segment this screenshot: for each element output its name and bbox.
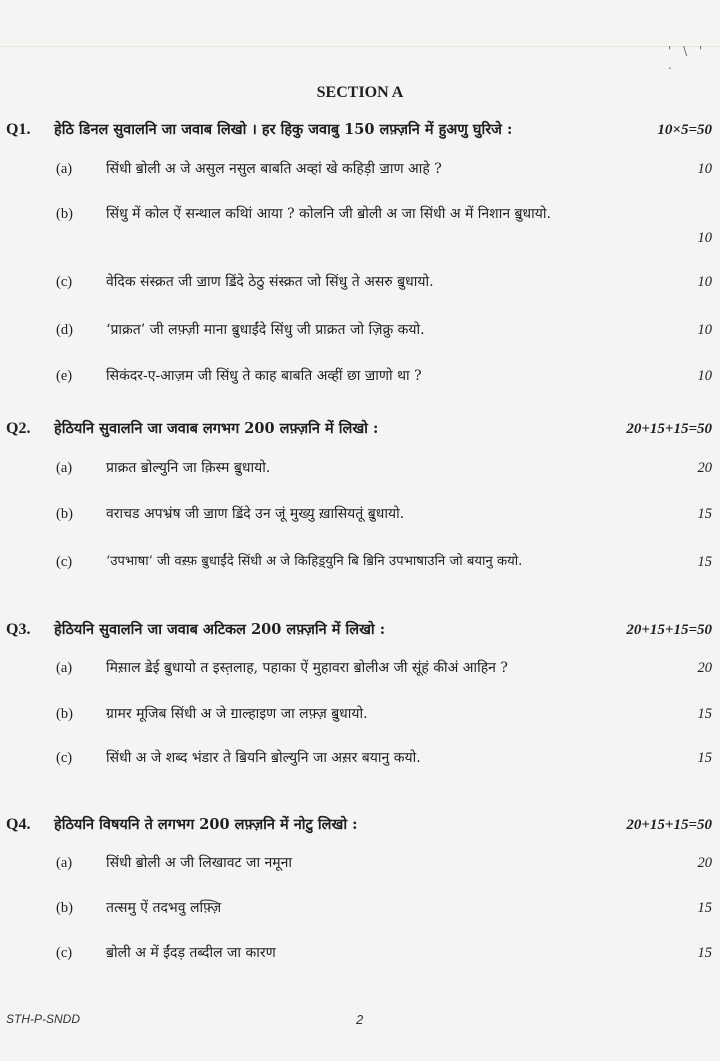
sub-question-text: ॿोली अ में ईंदड़ तब्दील जा कारण [106, 945, 276, 961]
sub-question-marks: 15 [697, 554, 712, 570]
page-number: 2 [356, 1012, 364, 1027]
sub-question-text: मिस़ाल ॾेई ॿुधायो त इस्त़लाह, पहाका ऐं मुहावरा ॿोलीअ जी सूंहं कीअं आहिन ? [106, 660, 508, 676]
sub-question-text: ग्रामर मूजिब सिंधी अ जे ॻाल्हाइण जा लफ़्ज़ ॿुधायो. [106, 706, 368, 722]
question-number: Q1. [6, 121, 31, 138]
sub-question-marks: 15 [697, 750, 712, 766]
sub-question-text: सिंधी ॿोली अ जी लिखावट जा नमूना [106, 855, 293, 871]
question-marks: 20+15+15=50 [626, 817, 712, 833]
question-marks: 20+15+15=50 [626, 421, 712, 437]
sub-question-label: (c) [56, 274, 73, 290]
sub-question-label: (b) [56, 900, 73, 916]
question-number: Q4. [6, 816, 31, 833]
question-text: हेठियनि सुवालनि जा जवाब लगभग 200 लफ़्ज़नि में लिखो : [54, 420, 379, 437]
question-text: हेठियनि सुवालनि जा जवाब अटिकल 200 लफ़्ज़नि में लिखो : [54, 621, 386, 638]
sub-question-text: सिंधी ॿोली अ जे असुल नसुल बाबति अव्हां खे कहिड़ी ॼाण आहे ? [106, 161, 442, 177]
sub-question-text: ‘उपभाषा’ जी वस़्फ़ ॿुधाईंदे सिंधी अ जे किहिड़्युनि बि ॿिनि उपभाषाउनि जो बयानु कयो. [106, 554, 523, 569]
sub-question-text: वराचड अपभ्रंष जी ॼाण ॾिंदे उन जूं मुख्यु ख़ासियतूं ॿुधायो. [106, 506, 405, 522]
sub-question-marks: 15 [697, 945, 712, 961]
paper-code: STH-P-SNDD [6, 1012, 80, 1026]
sub-question-text: ‘प्राक्रत’ जी लफ़्ज़ी माना ॿुधाईंदे सिंधु जी प्राक्रत जो ज़िक्रु कयो. [106, 322, 425, 338]
section-title: SECTION A [316, 84, 404, 101]
sub-question-text: तत्समु ऐं तदभवु लफ़्ज़ि [106, 900, 222, 916]
sub-question-label: (b) [56, 706, 73, 722]
question-3-header [0, 617, 720, 643]
sub-question-label: (d) [56, 322, 73, 338]
sub-question-marks: 10 [697, 322, 712, 338]
question-number: Q2. [6, 420, 31, 437]
sub-question-marks: 20 [697, 660, 712, 676]
sub-question-label: (c) [56, 554, 73, 570]
sub-question-label: (a) [56, 855, 73, 871]
sub-question-text: सिंधी अ जे शब्द भंडार ते ॿियनि ॿोल्युनि जा अस़र बयानु कयो. [106, 750, 421, 766]
sub-question-marks: 15 [697, 506, 712, 522]
sub-question-label: (c) [56, 945, 73, 961]
question-text: हेठियनि विषयनि ते लगभग 200 लफ़्ज़नि में नोटु लिखो : [54, 816, 358, 833]
top-divider [0, 46, 720, 47]
sub-question-label: (a) [56, 660, 73, 676]
sub-question-label: (a) [56, 161, 73, 177]
sub-question-marks: 10 [697, 230, 712, 246]
question-text: हेठि डिनल सुवालनि जा जवाब लिखो । हर हिकु जवाबु 150 लफ़्ज़नि में हुअणु घुरिजे : [54, 121, 513, 138]
sub-question-marks: 15 [697, 900, 712, 916]
question-2-header [0, 416, 720, 442]
sub-question-text: वेदिक संस्क्रत जी ॼाण ॾिंदे ठेठु संस्क्रत जो सिंधु ते असरु ॿुधायो. [106, 274, 434, 290]
sub-question-marks: 20 [697, 855, 712, 871]
sub-question-marks: 20 [697, 460, 712, 476]
sub-question-marks: 10 [697, 274, 712, 290]
question-number: Q3. [6, 621, 31, 638]
sub-question-text: सिकंदर-ए-आज़म जी सिंधु ते काह बाबति अव्हीं छा ॼाणो था ? [106, 368, 422, 384]
sub-question-text: प्राक्रत ॿोल्युनि जा क़िस्म ॿुधायो. [106, 460, 271, 476]
sub-question-label: (a) [56, 460, 73, 476]
question-marks: 20+15+15=50 [626, 622, 712, 638]
corner-marks: ' \ ' . [668, 44, 707, 72]
sub-question-label: (e) [56, 368, 73, 384]
sub-question-label: (b) [56, 206, 73, 222]
question-1-header [0, 117, 720, 143]
sub-question-marks: 10 [697, 161, 712, 177]
sub-question-marks: 10 [697, 368, 712, 384]
sub-question-label: (c) [56, 750, 73, 766]
question-marks: 10×5=50 [657, 122, 712, 138]
sub-question-text: सिंधु में कोल ऐं सन्थाल कथिां आया ? कोलनि जी ॿोली अ जा सिंधी अ में निशान ॿुधायो. [106, 206, 551, 222]
question-4-header [0, 812, 720, 838]
sub-question-marks: 15 [697, 706, 712, 722]
sub-question-label: (b) [56, 506, 73, 522]
